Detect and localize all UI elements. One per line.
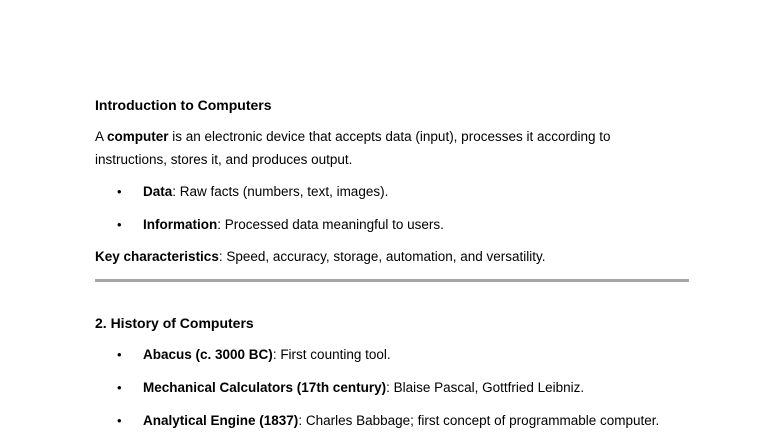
list-item-term: Data (143, 184, 173, 199)
list-item-desc: : First counting tool. (272, 347, 391, 362)
list-item-term: Abacus (c. 3000 BC) (143, 347, 273, 362)
list-item-term: Analytical Engine (1837) (143, 413, 299, 428)
list-item-text (143, 346, 391, 364)
key-characteristics-text: : Speed, accuracy, storage, automation, and versatility. (218, 249, 546, 264)
list-item-text (143, 183, 388, 201)
list-item-text (143, 216, 444, 234)
key-characteristics (95, 248, 546, 266)
intro-prefix: A (95, 129, 108, 144)
list-item-desc: : Charles Babbage; first concept of programmable computer. (298, 413, 660, 428)
list-item-text (143, 412, 659, 430)
section-heading-introduction: Introduction to Computers (95, 97, 272, 113)
intro-rest: is an electronic device that accepts data (input), processes it according to instructions, stores it, and produces output. (95, 129, 611, 167)
list-item-desc: : Raw facts (numbers, text, images). (172, 184, 389, 199)
bullet-icon: • (117, 184, 122, 199)
intro-paragraph (95, 125, 665, 171)
bullet-icon: • (117, 217, 122, 232)
list-item-desc: : Processed data meaningful to users. (217, 217, 444, 232)
list-item-term: Information (143, 217, 218, 232)
bullet-icon: • (117, 347, 122, 362)
list-item-text (143, 379, 584, 397)
intro-term-computer: computer (107, 129, 169, 144)
key-characteristics-term: Key characteristics (95, 249, 219, 264)
section-heading-history: 2. History of Computers (95, 315, 254, 331)
list-item-term: Mechanical Calculators (17th century) (143, 380, 387, 395)
horizontal-divider (95, 279, 689, 282)
list-item-desc: : Blaise Pascal, Gottfried Leibniz. (386, 380, 585, 395)
bullet-icon: • (117, 413, 122, 428)
bullet-icon: • (117, 380, 122, 395)
